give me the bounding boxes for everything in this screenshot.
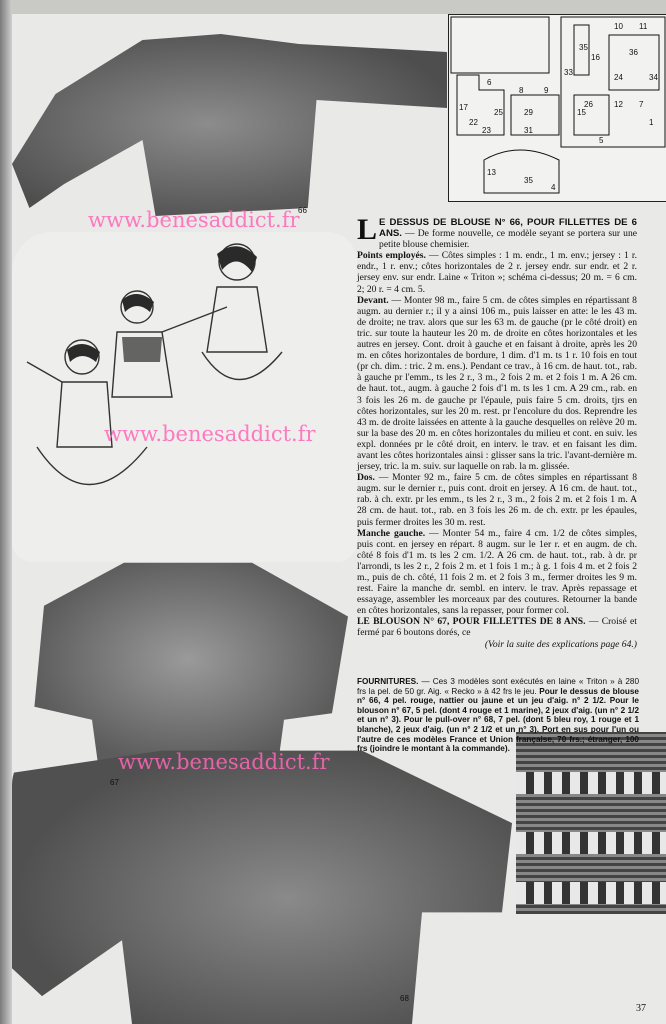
pattern-label-29: 29	[524, 108, 533, 117]
pattern-label-35b: 35	[524, 176, 533, 185]
fournitures-text-1: — Ces 3 modèles sont exécutés en laine « Triton » à 280 frs la pel. de 50 gr. Aig. « Recko » à 42 frs le jeu.	[357, 677, 639, 696]
pattern-label-8: 8	[519, 86, 524, 95]
watermark: www.benesaddict.fr	[88, 208, 300, 232]
pattern-diagram	[448, 14, 666, 202]
pattern-label-22: 22	[469, 118, 478, 127]
pattern-label-31: 31	[524, 126, 533, 135]
blouson-title: LE BLOUSON N° 67, POUR FILLETTES DE 8 ANS.	[357, 616, 586, 628]
pattern-label-17: 17	[459, 103, 468, 112]
jacket-67-photo	[28, 552, 348, 767]
article-column	[357, 213, 637, 650]
devant-text: — Monter 98 m., faire 5 cm. de côtes simples en répartissant 8 augm. au dernier r.; il y a ainsi 106 m., puis laisser en atte: le les 43 m. de droite; ne trav. alors que sur les 63 m. de gauche (pr le côté droit) en tric. sur toute la hauteur les 20 m. de droite en côtes horizontales et les autres en jersey. Cont. droit à gauche et en faisant à droite, après les 20 m. en côtes horizontales de bordure, 1 dim. d'1 m. ts 1 r. 10 fois en tout (pr ch. dim. : tric. 2 m. ens.). Pendant ce trav., à 16 cm. de haut. tot., rab. à gauche pr l'emm., ts les 2 r., 3 m., 2 fois 2 m. et 2 fois 1 m. A 26 cm. de haut. tot., augm. à gauche 2 fois d'1 m. ts les 1 cm. A 29 cm., rab. en 3 fois les 26 m. de gauche pr l'épaule, puis faire 5 cm. droits, tjrs en côtes horizontales, sur les 20 m. rest. pr l'encolure du dos. Reprendre les 43 m. de droite laissées en attente à la gauche desquelles on relève 20 m. sur la base des 20 m. en côtes horizontales du milieu et cont. en suiv. les expl. données pr le côté droit, en interv. le trav. et en faisant les dim. avant les côtes horizontales ainsi : glisser sans la tric. l'avant-dernière m. jersey, tric. la m. suiv. sur laquelle on rab. la m. glissée.	[357, 294, 637, 473]
fournitures-text-3: Pour le blouson n° 67, 5 pel. (dont 4 rouge et 1 marine), 2 jeux d'aig. (un n° 2 1/2 et un n° 3).	[357, 696, 639, 725]
points-label: Points employés.	[357, 250, 426, 262]
drop-cap: L	[357, 213, 378, 246]
devant-label: Devant.	[357, 294, 389, 306]
binding-gutter	[0, 0, 12, 1024]
pattern-label-15: 15	[577, 108, 586, 117]
devant-paragraph	[357, 295, 637, 473]
pattern-label-13: 13	[487, 168, 496, 177]
figure-number-66: 66	[298, 206, 307, 215]
pattern-label-11: 11	[639, 22, 648, 31]
manche-text: — Monter 54 m., faire 4 cm. 1/2 de côtes simples, puis cont. en jersey en répart. 8 augm. sur le 1er r. et en augm. de ch. côté 8 fois d'1 m. ts les 2 cm. 1/2. A 26 cm. de haut. tot., rab. à dr. pr l'arrondi, ts les 2 r., 2 fois 2 m. et 1 fois 1 m.; à g. 1 fois 4 m. et 2 fois 2 m., puis de ch. côté, 11 fois 2 m. et 2 fois 3 m., fermer droites les 9 m. rest. Faire la manche dr. sembl. en interv. le trav. Après repassage et essayage, assembler les morceaux par des coutures. Retourner la bande en côtes horizontales, sans la repasser, pour former col.	[357, 527, 637, 617]
dos-paragraph	[357, 472, 637, 527]
top-edge	[0, 0, 666, 14]
pattern-label-9: 9	[544, 86, 549, 95]
pattern-label-7: 7	[639, 100, 644, 109]
figure-number-67: 67	[110, 778, 119, 787]
dos-label: Dos.	[357, 472, 375, 484]
pattern-label-35: 35	[579, 43, 588, 52]
pattern-label-5: 5	[599, 136, 604, 145]
pattern-label-34: 34	[649, 73, 658, 82]
watermark: www.benesaddict.fr	[104, 422, 316, 446]
girls-illustration	[12, 232, 357, 562]
pattern-label-10: 10	[614, 22, 623, 31]
pattern-label-26: 26	[584, 100, 593, 109]
knit-swatch-photo	[516, 732, 666, 914]
girls-drawing	[12, 232, 357, 562]
points-paragraph	[357, 250, 637, 294]
pattern-label-36: 36	[629, 48, 638, 57]
blouson-paragraph	[357, 616, 637, 638]
pattern-label-6: 6	[487, 78, 492, 87]
fournitures-label: FOURNITURES.	[357, 677, 419, 686]
pattern-label-1: 1	[649, 118, 654, 127]
pattern-label-12: 12	[614, 100, 623, 109]
article-title: E DESSUS DE BLOUSE N° 66, POUR FILLETTES DE 6 ANS.	[379, 217, 637, 240]
blouson-text: — Croisé et fermé par 6 boutons dorés, ce	[357, 616, 637, 639]
pattern-label-25: 25	[494, 108, 503, 117]
article-intro: — De forme nouvelle, ce modèle seyant se portera sur une petite blouse chemisier.	[379, 228, 637, 251]
manche-label: Manche gauche.	[357, 527, 426, 539]
page-number: 37	[636, 1003, 646, 1014]
fournitures-block	[357, 677, 639, 754]
manche-paragraph	[357, 528, 637, 617]
fournitures-text-4: Pour le pull-over n° 68, 7 pel. (dont 5 bleu roy, 1 rouge et 1 blanche), 2 jeux d'aig. (un n° 2 1/2 et un n° 3). Port en sus pour l'un ou l'autre de ces modèles France et Union française, 70 frs.; étranger, 100 frs (joindre le montant à la commande).	[357, 715, 639, 754]
pattern-label-23: 23	[482, 126, 491, 135]
pullover-68-photo	[12, 745, 512, 1024]
article-lead	[357, 213, 637, 251]
watermark: www.benesaddict.fr	[118, 750, 330, 774]
figure-number-68: 68	[400, 994, 409, 1003]
points-text: — Côtes simples : 1 m. endr., 1 m. env.; jersey : 1 r. endr., 1 r. env.; côtes horizontales de 2 r. jersey endr. sur endr. et 2 r. jersey env. sur endr. Laine « Triton »; schéma ci-dessus; 20 m. = 6 cm. 2; 20 r. = 4 cm. 5.	[357, 250, 637, 295]
continued-note: (Voir la suite des explications page 64.)	[484, 638, 637, 650]
fournitures-text-2: Pour le dessus de blouse n° 66, 4 pel. rouge, nattier ou jaune et un jeu d'aig. n° 2 1/2.	[357, 686, 639, 706]
dos-text: — Monter 92 m., faire 5 cm. de côtes simples en répartissant 8 augm. sur le dernier r., puis cont. droit en jersey. A 16 cm. de haut. tot., rab. à ch. extr. pr les emm., ts les 2 r., 3 m., 2 fois 2 m. et 2 fois 1 m. A 28 cm. de haut. tot., rab. en 3 fois les 26 m. de ch. extr. pr les épaules, puis fermer droites les 30 m. rest.	[357, 472, 637, 528]
sweater-66-photo	[12, 24, 447, 224]
pattern-label-33: 33	[564, 68, 573, 77]
pattern-label-24: 24	[614, 73, 623, 82]
pattern-label-16: 16	[591, 53, 600, 62]
pattern-schema	[449, 15, 666, 201]
pattern-label-4: 4	[551, 183, 556, 192]
